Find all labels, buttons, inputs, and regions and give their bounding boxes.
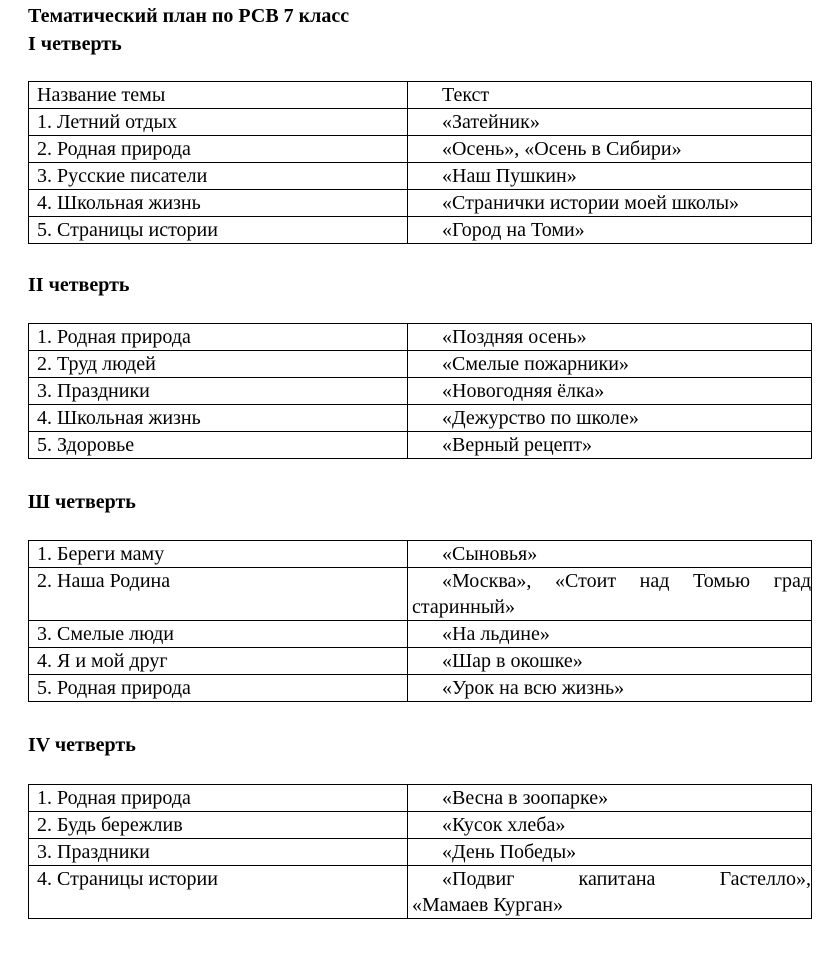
table-row <box>29 621 812 648</box>
theme-cell: 3. Русские писатели <box>29 163 408 190</box>
table-header-row <box>29 82 812 109</box>
quarter-2-heading: II четверть <box>28 274 130 296</box>
theme-cell: 2. Труд людей <box>29 351 408 378</box>
text-cell <box>408 866 812 919</box>
table-row <box>29 217 812 244</box>
theme-cell: 4. Я и мой друг <box>29 648 408 675</box>
header-text: Текст <box>408 82 812 109</box>
theme-cell: 3. Смелые люди <box>29 621 408 648</box>
table-row <box>29 866 812 919</box>
table-row <box>29 648 812 675</box>
text-cell: «Верный рецепт» <box>408 432 812 459</box>
theme-cell: 4. Страницы истории <box>29 866 408 919</box>
theme-cell: 3. Праздники <box>29 839 408 866</box>
table-row <box>29 136 812 163</box>
table-row <box>29 675 812 702</box>
text-cell <box>408 568 812 621</box>
text-cell: «Город на Томи» <box>408 217 812 244</box>
text-cell: «Дежурство по школе» <box>408 405 812 432</box>
text-cell: «Кусок хлеба» <box>408 812 812 839</box>
header-theme: Название темы <box>29 82 408 109</box>
table-row <box>29 785 812 812</box>
text-cell: «Новогодняя ёлка» <box>408 378 812 405</box>
table-row <box>29 568 812 621</box>
theme-cell: 5. Страницы истории <box>29 217 408 244</box>
text-cell: «Сыновья» <box>408 541 812 568</box>
quarter-2-table <box>28 323 812 459</box>
theme-cell: 1. Родная природа <box>29 785 408 812</box>
text-cell: «Шар в окошке» <box>408 648 812 675</box>
table-row <box>29 541 812 568</box>
text-cell: «Затейник» <box>408 109 812 136</box>
theme-cell: 1. Береги маму <box>29 541 408 568</box>
table-row <box>29 109 812 136</box>
table-row <box>29 163 812 190</box>
quarter-4-heading: IV четверть <box>28 734 136 756</box>
theme-cell: 2. Родная природа <box>29 136 408 163</box>
text-cell: «Смелые пожарники» <box>408 351 812 378</box>
text-cell-line: «Подвиг капитана Гастелло», <box>442 868 811 890</box>
theme-cell: 5. Родная природа <box>29 675 408 702</box>
table-row <box>29 812 812 839</box>
theme-cell: 4. Школьная жизнь <box>29 405 408 432</box>
text-cell: «Весна в зоопарке» <box>408 785 812 812</box>
theme-cell: 5. Здоровье <box>29 432 408 459</box>
text-cell: «На льдине» <box>408 621 812 648</box>
theme-cell: 2. Будь бережлив <box>29 812 408 839</box>
text-cell-line: «Москва», «Стоит над Томью град <box>442 570 811 592</box>
theme-cell: 2. Наша Родина <box>29 568 408 621</box>
quarter-4-table <box>28 784 812 919</box>
text-cell: «Урок на всю жизнь» <box>408 675 812 702</box>
table-row <box>29 190 812 217</box>
theme-cell: 1. Летний отдых <box>29 109 408 136</box>
quarter-3-heading: Ш четверть <box>28 491 136 513</box>
quarter-1-heading: I четверть <box>28 33 122 55</box>
text-cell: «Осень», «Осень в Сибири» <box>408 136 812 163</box>
text-cell-line: старинный» <box>412 596 515 618</box>
table-row <box>29 432 812 459</box>
quarter-3-table <box>28 540 812 702</box>
theme-cell: 4. Школьная жизнь <box>29 190 408 217</box>
table-row <box>29 324 812 351</box>
document-title: Тематический план по РСВ 7 класс <box>28 5 350 27</box>
text-cell: «День Победы» <box>408 839 812 866</box>
text-cell-line: «Мамаев Курган» <box>412 894 563 916</box>
text-cell: «Наш Пушкин» <box>408 163 812 190</box>
quarter-1-table <box>28 81 812 244</box>
text-cell: «Странички истории моей школы» <box>408 190 812 217</box>
theme-cell: 1. Родная природа <box>29 324 408 351</box>
theme-cell: 3. Праздники <box>29 378 408 405</box>
table-row <box>29 378 812 405</box>
table-row <box>29 405 812 432</box>
text-cell: «Поздняя осень» <box>408 324 812 351</box>
table-row <box>29 839 812 866</box>
table-row <box>29 351 812 378</box>
